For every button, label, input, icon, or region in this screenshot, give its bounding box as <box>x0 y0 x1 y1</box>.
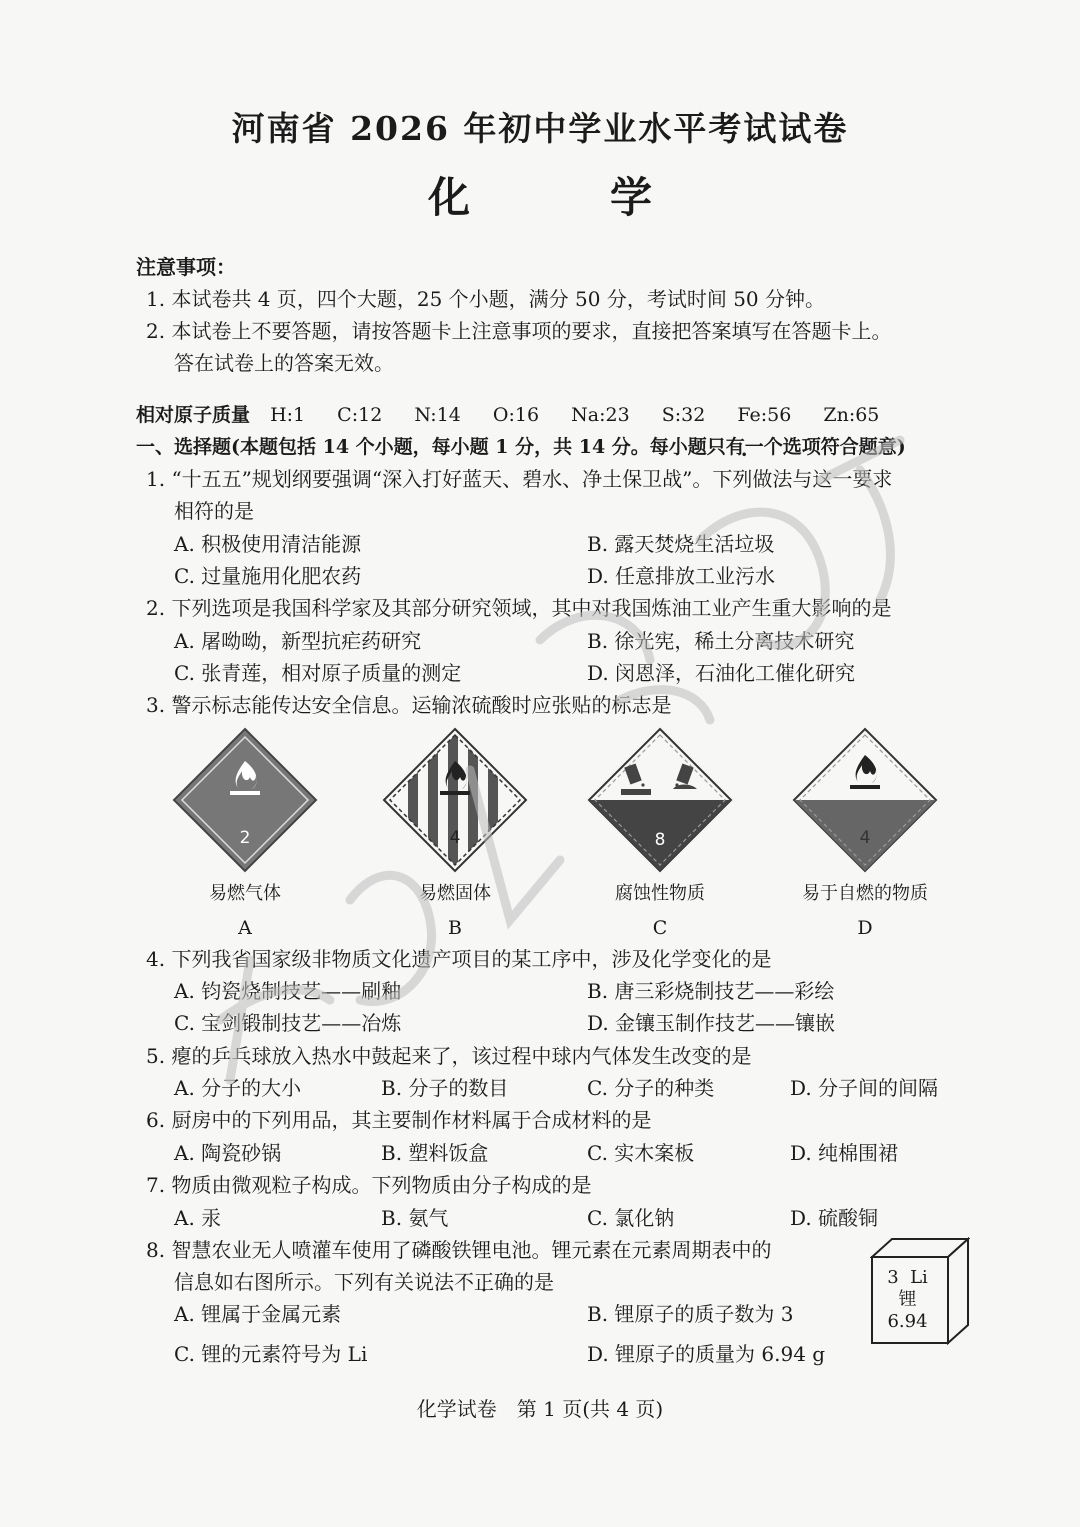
question-8-stem-cont <box>174 1267 554 1297</box>
question-6-stem: 6. 厨房中的下列用品，其主要制作材料属于合成材料的是 <box>146 1108 652 1132</box>
question-option: B. 徐光宪，稀土分离技术研究 <box>587 629 855 653</box>
sign-letter: D <box>857 917 873 939</box>
question-4-stem: 4. 下列我省国家级非物质文化遗产项目的某工序中，涉及化学变化的是 <box>146 947 772 971</box>
question-option: D. 闵恩泽，石油化工催化研究 <box>587 661 856 685</box>
sign-label: 腐蚀性物质 <box>615 883 705 904</box>
question-option: C. 宝剑锻制技艺——冶炼 <box>174 1011 402 1035</box>
question-option: B. 锂原子的质子数为 3 <box>587 1302 794 1326</box>
question-option: D. 分子间的间隔 <box>790 1076 939 1100</box>
atomic-mass-item: C:12 <box>337 404 383 426</box>
question-option: C. 过量施用化肥农药 <box>174 564 362 588</box>
question-option: C. 张青莲，相对原子质量的测定 <box>174 661 462 685</box>
sign-number: 2 <box>239 828 251 848</box>
element-cell-lithium <box>870 1237 970 1347</box>
question-option: C. 锂的元素符号为 Li <box>174 1342 368 1366</box>
atomic-mass-item: Na:23 <box>571 404 630 426</box>
element-text <box>870 1267 945 1333</box>
flammable-gas-diamond-icon <box>170 725 320 875</box>
question-option: C. 实木案板 <box>587 1141 695 1165</box>
question-option: B. 唐三彩烧制技艺——彩绘 <box>587 979 835 1003</box>
question-option: B. 塑料饭盒 <box>381 1141 489 1165</box>
atomic-mass-item: S:32 <box>661 404 706 426</box>
section-heading-emphasis: 只有一个 <box>706 436 783 458</box>
subject-title <box>0 165 1080 225</box>
sign-letter: C <box>652 917 668 939</box>
hazard-signs <box>150 725 980 939</box>
flammable-solid-diamond-icon <box>380 725 530 875</box>
page-footer: 化学试卷 第 1 页(共 4 页) <box>416 1397 664 1421</box>
sign-label: 易于自燃的物质 <box>802 883 928 904</box>
section-heading-part: 一、选择题(本题包括 14 个小题，每小题 1 分，共 14 分。每小题 <box>136 436 707 458</box>
atomic-mass-item: Fe:56 <box>737 404 792 426</box>
notice-heading: 注意事项： <box>136 255 236 279</box>
element-mass: 6.94 <box>887 1311 928 1332</box>
question-8-stem: 8. 智慧农业无人喷灌车使用了磷酸铁锂电池。锂元素在元素周期表中的 <box>146 1238 772 1262</box>
sign-label: 易燃气体 <box>209 883 281 904</box>
question-option: B. 氨气 <box>381 1206 449 1230</box>
question-1-stem-cont: 相符的是 <box>174 499 254 523</box>
stem-part: 信息如右图所示。下列有关说法 <box>174 1270 454 1294</box>
atomic-mass-item: O:16 <box>492 404 540 426</box>
question-option: A. 分子的大小 <box>174 1076 302 1100</box>
question-option: D. 锂原子的质量为 6.94 g <box>587 1342 826 1366</box>
element-name: 锂 <box>898 1289 917 1310</box>
atomic-mass-item: N:14 <box>414 404 461 426</box>
question-3-stem: 3. 警示标志能传达安全信息。运输浓硫酸时应张贴的标志是 <box>146 693 672 717</box>
element-number: 3 <box>887 1267 899 1288</box>
sign-number: 4 <box>449 828 461 848</box>
question-option: A. 积极使用清洁能源 <box>174 532 362 556</box>
atomic-masses-row <box>136 400 879 430</box>
question-7-stem: 7. 物质由微观粒子构成。下列物质由分子构成的是 <box>146 1173 592 1197</box>
question-option: D. 纯棉围裙 <box>790 1141 899 1165</box>
corrosive-diamond-icon <box>585 725 735 875</box>
question-option: A. 陶瓷砂锅 <box>174 1141 282 1165</box>
element-symbol: Li <box>910 1267 928 1288</box>
stem-emphasis: 不正确 <box>454 1270 514 1294</box>
spontaneous-combustion-diamond-icon <box>790 725 940 875</box>
atomic-mass-item: Zn:65 <box>823 404 880 426</box>
hazard-sign-a <box>165 725 325 939</box>
question-2-stem: 2. 下列选项是我国科学家及其部分研究领域，其中对我国炼油工业产生重大影响的是 <box>146 596 892 620</box>
question-option: A. 屠呦呦，新型抗疟药研究 <box>174 629 422 653</box>
sign-number: 4 <box>859 828 871 848</box>
sign-letter: A <box>238 917 252 939</box>
exam-title: 河南省 2026 年初中学业水平考试试卷 <box>231 109 849 148</box>
question-option: B. 露天焚烧生活垃圾 <box>587 532 775 556</box>
section-heading-part: 选项符合题意) <box>782 436 906 458</box>
question-1-stem: 1. “十五五”规划纲要强调“深入打好蓝天、碧水、净土保卫战”。下列做法与这一要求 <box>146 467 893 491</box>
notice-item-2-cont: 答在试卷上的答案无效。 <box>174 351 394 375</box>
question-option: D. 任意排放工业污水 <box>587 564 776 588</box>
hazard-sign-d <box>785 725 945 939</box>
question-option: B. 分子的数目 <box>381 1076 509 1100</box>
atomic-masses-label: 相对原子质量 <box>136 404 251 426</box>
element-number-symbol <box>870 1267 945 1289</box>
question-option: A. 汞 <box>174 1206 222 1230</box>
question-option: C. 分子的种类 <box>587 1076 715 1100</box>
question-option: D. 金镶玉制作技艺——镶嵌 <box>587 1011 836 1035</box>
question-5-stem: 5. 瘪的乒乓球放入热水中鼓起来了，该过程中球内气体发生改变的是 <box>146 1044 752 1068</box>
question-option: A. 钧瓷烧制技艺——刷釉 <box>174 979 402 1003</box>
section-1-heading <box>136 432 906 462</box>
subject-char-1: 化 <box>427 173 470 222</box>
subject-char-2: 学 <box>610 173 653 222</box>
notice-item-1: 1. 本试卷共 4 页，四个大题，25 个小题，满分 50 分，考试时间 50 分钟。 <box>146 287 826 311</box>
stem-part: 的是 <box>514 1270 554 1294</box>
sign-letter: B <box>448 917 462 939</box>
question-option: D. 硫酸铜 <box>790 1206 879 1230</box>
atomic-mass-item: H:1 <box>270 404 306 426</box>
sign-number: 8 <box>654 830 666 850</box>
hazard-sign-c <box>580 725 740 939</box>
hazard-sign-b <box>375 725 535 939</box>
question-option: C. 氯化钠 <box>587 1206 675 1230</box>
sign-label: 易燃固体 <box>419 883 491 904</box>
question-option: A. 锂属于金属元素 <box>174 1302 342 1326</box>
notice-item-2: 2. 本试卷上不要答题，请按答题卡上注意事项的要求，直接把答案填写在答题卡上。 <box>146 319 892 343</box>
